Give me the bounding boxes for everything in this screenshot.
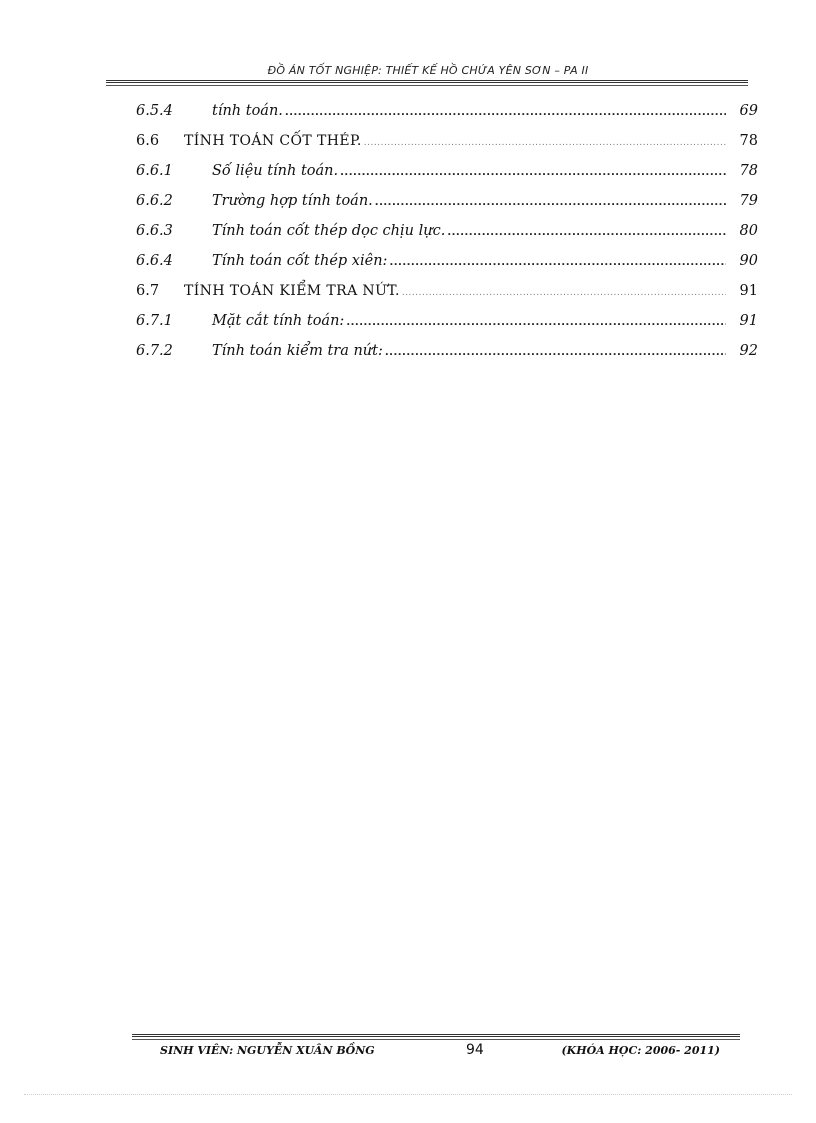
toc-dot-leader — [375, 188, 726, 218]
header-divider — [106, 80, 748, 83]
toc-entry-number: 6.6 — [136, 133, 160, 149]
toc-dot-leader — [364, 128, 726, 158]
toc-entry[interactable] — [136, 126, 758, 156]
toc-entry[interactable] — [136, 96, 758, 126]
toc-entry[interactable] — [136, 276, 758, 306]
toc-entry-number: 6.6.1 — [136, 163, 173, 179]
toc-entry-title: Trường hợp tính toán. — [212, 193, 373, 209]
footer-course-years: (KHÓA HỌC: 2006- 2011) — [561, 1044, 720, 1057]
footer-bar — [160, 1042, 720, 1062]
header-divider-thin — [106, 85, 748, 86]
toc-entry[interactable] — [136, 246, 758, 276]
footer-divider — [132, 1034, 740, 1037]
toc-entry[interactable] — [136, 186, 758, 216]
toc-entry-title: tính toán. — [212, 103, 283, 119]
table-of-contents — [136, 96, 758, 366]
toc-entry-title: Số liệu tính toán. — [212, 163, 339, 179]
toc-entry-number: 6.7.1 — [136, 313, 173, 329]
toc-dot-leader — [402, 278, 726, 308]
toc-entry-page: 79 — [739, 193, 758, 209]
toc-entry-title: Tính toán cốt thép xiên: — [212, 253, 388, 269]
page-bottom-dotted-border — [24, 1094, 792, 1095]
toc-entry-title: TÍNH TOÁN KIỂM TRA NỨT. — [184, 283, 400, 299]
toc-dot-leader — [285, 98, 726, 128]
toc-entry[interactable] — [136, 156, 758, 186]
toc-entry-page: 80 — [739, 223, 758, 239]
toc-entry-title: Tính toán kiểm tra nứt: — [212, 343, 383, 359]
toc-entry-page: 69 — [739, 103, 758, 119]
toc-entry-number: 6.6.4 — [136, 253, 173, 269]
toc-dot-leader — [389, 248, 726, 278]
toc-dot-leader — [340, 158, 726, 188]
toc-entry-title: TÍNH TOÁN CỐT THÉP. — [184, 133, 362, 149]
toc-dot-leader — [346, 308, 726, 338]
toc-entry-page: 90 — [739, 253, 758, 269]
toc-entry-page: 92 — [739, 343, 758, 359]
toc-entry-page: 91 — [739, 283, 758, 299]
toc-entry-number: 6.7 — [136, 283, 160, 299]
footer-page-number: 94 — [466, 1042, 484, 1058]
toc-entry[interactable] — [136, 216, 758, 246]
footer-divider-thin — [132, 1039, 740, 1040]
footer-student-name: SINH VIÊN: NGUYỄN XUÂN BỒNG — [160, 1044, 375, 1057]
toc-entry-number: 6.7.2 — [136, 343, 173, 359]
toc-dot-leader — [447, 218, 726, 248]
toc-entry-page: 91 — [739, 313, 758, 329]
toc-entry-number: 6.6.2 — [136, 193, 173, 209]
toc-entry-page: 78 — [739, 163, 758, 179]
toc-entry-page: 78 — [739, 133, 758, 149]
toc-dot-leader — [385, 338, 726, 368]
page-header-title: ĐỒ ÁN TỐT NGHIỆP: THIẾT KẾ HỒ CHỨA YÊN SƠN – PA II — [267, 64, 589, 77]
toc-entry-number: 6.5.4 — [136, 103, 173, 119]
toc-entry-number: 6.6.3 — [136, 223, 173, 239]
toc-entry[interactable] — [136, 306, 758, 336]
toc-entry-title: Mặt cắt tính toán: — [212, 313, 345, 329]
toc-entry-title: Tính toán cốt thép dọc chịu lực. — [212, 223, 446, 239]
toc-entry[interactable] — [136, 336, 758, 366]
